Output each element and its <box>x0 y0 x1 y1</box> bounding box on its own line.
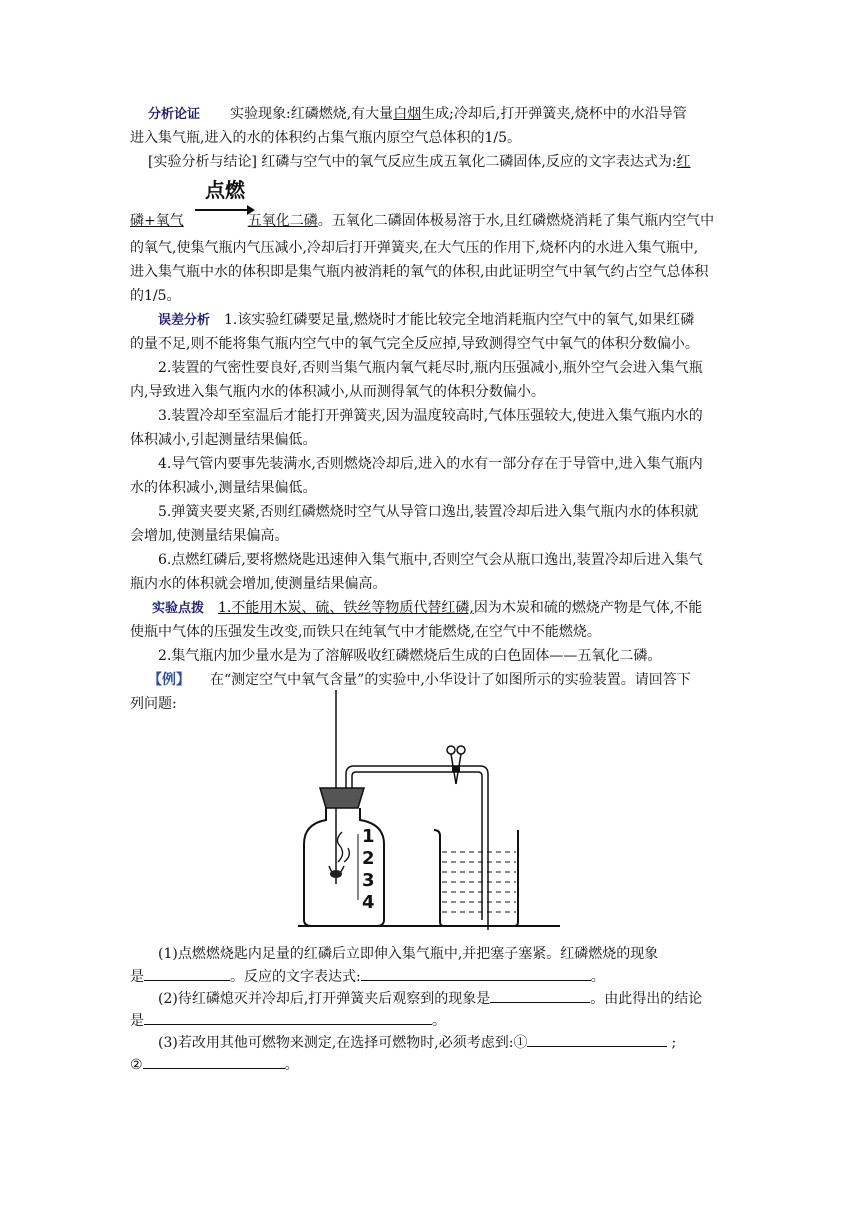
q3-blank-2[interactable] <box>143 1054 285 1069</box>
example-text: 在“测定空气中氧气含量”的实验中,小华设计了如图所示的实验装置。请回答下 <box>210 672 691 688</box>
tips-line-1 <box>152 598 702 619</box>
q2-label: 是 <box>130 1013 144 1029</box>
q1-end: 。 <box>590 969 605 985</box>
error-line-1 <box>158 310 694 331</box>
error-5b: 会增加,使测量结果偏高。 <box>130 528 289 544</box>
scale-mark-4: 4 <box>362 892 375 913</box>
q1-blank-equation[interactable] <box>361 966 591 981</box>
error-2b: 内,导致进入集气瓶内水的体积减小,从而测得氧气的体积分数偏小。 <box>130 384 545 400</box>
question-1-line-2 <box>130 966 605 987</box>
analysis-text-a: 实验现象:红磷燃烧,有大量 <box>230 106 394 122</box>
error-label: 误差分析 <box>158 313 211 328</box>
conclusion-line-5: 的1/5。 <box>130 288 181 304</box>
q1-text: 。反应的文字表达式: <box>230 969 361 985</box>
q1-label: 是 <box>130 969 144 985</box>
error-5a: 5.弹簧夹要夹紧,否则红磷燃烧时空气从导管口逸出,装置冷却后进入集气瓶内水的体积就 <box>158 504 699 520</box>
question-1a: (1)点燃燃烧匙内足量的红磷后立即伸入集气瓶中,并把塞子塞紧。红磷燃烧的现象 <box>158 946 659 962</box>
q2-blank-observation[interactable] <box>490 988 590 1003</box>
analysis-label: 分析论证 <box>148 107 201 122</box>
q1-blank-phenomenon[interactable] <box>144 966 230 981</box>
scale-mark-2: 2 <box>362 848 375 869</box>
question-3-line-1 <box>158 1032 676 1053</box>
error-1b: 的量不足,则不能将集气瓶内空气中的氧气完全反应掉,导致测得空气中氧气的体积分数偏小。 <box>130 336 699 352</box>
beaker-water <box>442 852 516 912</box>
conclusion-text-b: 。五氧化二磷固体极易溶于水,且红磷燃烧消耗了集气瓶内空气中 <box>317 213 715 229</box>
q2-end: 。 <box>432 1013 446 1029</box>
tips-1-u1: 1.不能用木炭、硫、铁丝等物质 <box>218 600 414 616</box>
example-line-2: 列问题: <box>130 696 177 712</box>
stopper <box>320 788 364 808</box>
tips-1-c: 使瓶中气体的压强发生改变,而铁只在纯氧气中才能燃烧,在空气中不能燃烧。 <box>130 624 601 640</box>
conclusion-line-1 <box>148 152 691 172</box>
error-4a: 4.导气管内要事先装满水,否则燃烧冷却后,进入的水有一部分存在于导管中,进入集气瓶内 <box>158 456 703 472</box>
q2-text: (2)待红磷熄灭并冷却后,打开弹簧夹后观察到的现象是 <box>158 991 491 1007</box>
q3-blank-1[interactable] <box>527 1032 667 1047</box>
q3-label-2: ② <box>130 1057 143 1073</box>
conclusion-text-a: [实验分析与结论] 红磷与空气中的氧气反应生成五氧化二磷固体,反应的文字表达式为: <box>148 154 677 170</box>
scale-mark-3: 3 <box>362 870 375 891</box>
q3-end: 。 <box>284 1057 299 1073</box>
question-2-line-1 <box>158 988 702 1009</box>
tips-1-b: 因为木炭和硫的燃烧产物是气体,不能 <box>473 600 703 616</box>
ignite-arrow-label: 点燃 <box>205 178 245 202</box>
error-6b: 瓶内水的体积就会增加,使测量结果偏高。 <box>130 576 387 592</box>
tips-label: 实验点拨 <box>152 601 205 616</box>
example-label: 【例】 <box>148 672 190 688</box>
analysis-line-2: 进入集气瓶,进入的水的体积约占集气瓶内原空气总体积的1/5。 <box>130 130 521 146</box>
error-1a: 1.该实验红磷要足量,燃烧时才能比较完全地消耗瓶内空气中的氧气,如果红磷 <box>224 312 695 328</box>
example-line-1 <box>148 670 691 690</box>
q2-blank-conclusion[interactable] <box>144 1010 432 1025</box>
tips-1-u2: 代替红磷, <box>413 600 474 616</box>
analysis-line-1 <box>148 104 687 125</box>
error-6a: 6.点燃红磷后,要将燃烧匙迅速伸入集气瓶中,否则空气会从瓶口逸出,装置冷却后进入集气 <box>158 552 703 568</box>
scale-mark-1: 1 <box>362 826 375 847</box>
eq-reactants: 磷+氧气 <box>130 213 184 229</box>
eq-product: 五氧化二磷 <box>247 213 318 229</box>
question-3-line-2 <box>130 1054 299 1075</box>
q2-text-b: 。由此得出的结论 <box>590 991 703 1007</box>
question-2-line-2 <box>130 1010 446 1031</box>
tips-2: 2.集气瓶内加少量水是为了溶解吸收红磷燃烧后生成的白色固体——五氧化二磷。 <box>158 648 662 664</box>
analysis-white-smoke: 白烟 <box>393 106 422 122</box>
red-phosphorus <box>330 870 342 878</box>
smoke-icon <box>337 832 342 862</box>
analysis-text-b: 生成;冷却后,打开弹簧夹,烧杯中的水沿导管 <box>421 106 687 122</box>
error-2a: 2.装置的气密性要良好,否则当集气瓶内氧气耗尽时,瓶内压强减小,瓶外空气会进入集气瓶 <box>158 360 703 376</box>
q3-text: (3)若改用其他可燃物来测定,在选择可燃物时,必须考虑到:① <box>158 1035 528 1051</box>
spring-clamp-icon <box>447 746 465 784</box>
error-3a: 3.装置冷却至室温后才能打开弹簧夹,因为温度较高时,气体压强较大,使进入集气瓶内水的 <box>158 408 703 424</box>
q3-sep: ; <box>671 1035 677 1051</box>
conclusion-line-2 <box>130 211 714 231</box>
conclusion-line-3: 的氧气,使集气瓶内气压减小,冷却后打开弹簧夹,在大气压的作用下,烧杯内的水进入集气瓶中, <box>130 240 699 256</box>
error-3b: 体积减小,引起测量结果偏低。 <box>130 432 317 448</box>
conclusion-line-4: 进入集气瓶中水的体积即是集气瓶内被消耗的氧气的体积,由此证明空气中氧气约占空气总体积 <box>130 264 709 280</box>
conclusion-red: 红 <box>676 154 691 170</box>
scale-marks <box>358 826 375 913</box>
error-4b: 水的体积减小,测量结果偏低。 <box>130 480 317 496</box>
apparatus-figure <box>298 690 560 930</box>
